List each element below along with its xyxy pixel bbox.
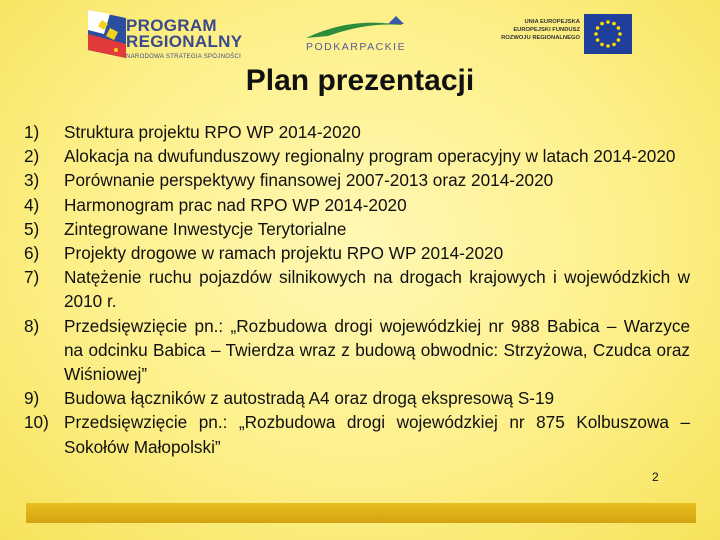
podkarpackie-swoosh-icon — [298, 16, 426, 40]
program-logo-line1: PROGRAM — [126, 16, 217, 35]
footer-bar — [26, 503, 696, 523]
agenda-item-number: 8) — [24, 315, 40, 336]
agenda-item — [24, 144, 690, 168]
agenda-item-number: 10) — [24, 412, 49, 433]
agenda-item-text: Harmonogram prac nad RPO WP 2014-2020 — [64, 194, 407, 215]
podkarpackie-logo — [298, 16, 426, 56]
eu-logo-line3: ROZWOJU REGIONALNEGO — [501, 35, 580, 41]
agenda-item — [24, 386, 690, 410]
agenda-item — [24, 410, 690, 458]
agenda-item — [24, 120, 690, 144]
agenda-item — [24, 168, 690, 192]
agenda-item-text: Budowa łączników z autostradą A4 oraz drogą ekspresową S-19 — [64, 388, 555, 409]
agenda-item-number: 2) — [24, 146, 40, 167]
eu-logo — [488, 14, 636, 58]
agenda-item — [24, 241, 690, 265]
slide-title: Plan prezentacji — [245, 64, 475, 97]
agenda-list — [24, 120, 690, 459]
eu-logo-line2: EUROPEJSKI FUNDUSZ — [513, 27, 580, 33]
agenda-item-text: Przedsięwzięcie pn.: „Rozbudowa drogi wojewódzkiej nr 988 Babica – Warzyce na odcinku Babica – Twierdza wraz z budową obwodnic: Strzyżowa, Czudca oraz Wiśniowej” — [64, 315, 690, 385]
agenda-item — [24, 314, 690, 387]
agenda-item-number: 7) — [24, 267, 40, 288]
agenda-item — [24, 217, 690, 241]
agenda-item-text: Zintegrowane Inwestycje Terytorialne — [64, 218, 347, 239]
agenda-item-text: Projekty drogowe w ramach projektu RPO WP 2014-2020 — [64, 243, 504, 264]
agenda-item — [24, 265, 690, 313]
program-flag-icon — [86, 8, 128, 60]
agenda-item-number: 6) — [24, 243, 40, 264]
agenda-item — [24, 193, 690, 217]
page-number: 2 — [652, 470, 659, 484]
agenda-item-text: Przedsięwzięcie pn.: „Rozbudowa drogi wojewódzkiej nr 875 Kolbuszowa – Sokołów Małopolski” — [64, 412, 690, 457]
agenda-item-number: 5) — [24, 218, 40, 239]
program-regionalny-logo — [86, 8, 276, 62]
agenda-item-number: 1) — [24, 122, 40, 142]
eu-logo-line1: UNIA EUROPEJSKA — [524, 19, 580, 25]
agenda-item-number: 4) — [24, 194, 40, 215]
agenda-item-text: Alokacja na dwufunduszowy regionalny program operacyjny w latach 2014-2020 — [64, 146, 676, 167]
eu-flag-icon — [584, 14, 632, 54]
agenda-item-number: 9) — [24, 388, 40, 409]
podkarpackie-logo-text: PODKARPACKIE — [306, 41, 407, 53]
agenda-item-number: 3) — [24, 170, 40, 191]
agenda-item-text: Struktura projektu RPO WP 2014-2020 — [64, 122, 361, 142]
program-logo-subtitle: NARODOWA STRATEGIA SPÓJNOŚCI — [126, 54, 242, 60]
agenda-item-text: Porównanie perspektywy finansowej 2007-2013 oraz 2014-2020 — [64, 170, 554, 191]
agenda-item-text: Natężenie ruchu pojazdów silnikowych na drogach krajowych i wojewódzkich w 2010 r. — [64, 267, 690, 312]
program-logo-line2: REGIONALNY — [126, 32, 243, 51]
